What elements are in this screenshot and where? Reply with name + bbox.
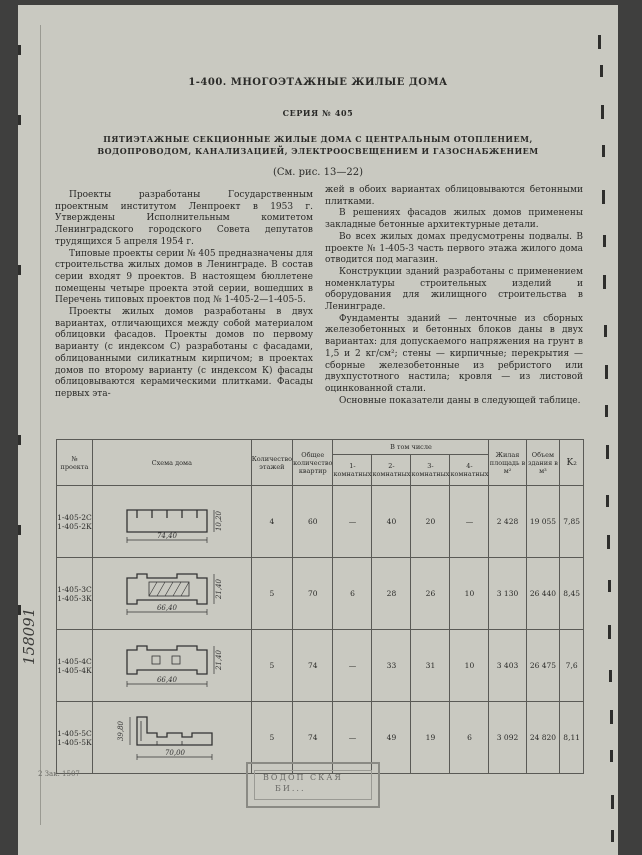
series-title: СЕРИЯ № 405 xyxy=(282,108,354,118)
cell-scheme xyxy=(92,702,251,774)
dim-width: 66,40 xyxy=(156,603,177,612)
dim-height: 21,40 xyxy=(214,578,223,599)
plan-diagram xyxy=(97,570,247,618)
cell-apartments: 74 xyxy=(293,630,333,702)
subtitle xyxy=(18,133,618,157)
binding-tick xyxy=(608,580,611,592)
cell-room3: 31 xyxy=(411,630,450,702)
header-k2: K₂ xyxy=(560,440,584,486)
binding-tick xyxy=(606,445,609,459)
cell-area: 3 403 xyxy=(489,630,526,702)
paragraph: Проекты разработаны Государственным проектным институтом Ленпроект в 1953 г. Утверждены Исполнительным комитетом Ленинградского городского Совета депутатов трудящихся 5 апреля 1954 г. xyxy=(55,190,313,247)
cell-room3: 20 xyxy=(411,486,450,558)
header-including: В том числе xyxy=(333,440,489,455)
binding-tick xyxy=(607,535,610,549)
cell-room2: 49 xyxy=(372,702,411,774)
cell-volume: 24 820 xyxy=(526,702,560,774)
cell-area: 3 092 xyxy=(489,702,526,774)
paragraph: жей в обоих вариантах облицовываются бетонными плитками. xyxy=(325,185,583,207)
header-apartments: Общее количество квартир xyxy=(293,440,333,486)
handwritten-inventory-number: 158091 xyxy=(20,607,38,665)
cell-room2: 33 xyxy=(372,630,411,702)
binding-tick xyxy=(602,190,605,204)
plan-diagram xyxy=(97,642,247,690)
cell-room3: 19 xyxy=(411,702,450,774)
cell-room4: 10 xyxy=(450,630,489,702)
text-column-left xyxy=(55,190,313,401)
dim-width: 70,00 xyxy=(164,748,185,757)
cell-floors: 5 xyxy=(251,558,292,630)
dim-height: 39,80 xyxy=(116,720,125,741)
cell-k2: 8,45 xyxy=(560,558,584,630)
binding-tick xyxy=(604,325,607,337)
text-column-right xyxy=(325,185,583,407)
binding-tick xyxy=(600,65,603,77)
header-room2: 2-комнатных xyxy=(372,455,411,486)
dim-width: 66,40 xyxy=(156,675,177,684)
table-row xyxy=(57,486,584,558)
cell-scheme xyxy=(92,630,251,702)
binding-tick xyxy=(603,275,606,289)
cell-project: 1-405-2С 1-405-2К xyxy=(57,486,93,558)
margin-mark xyxy=(18,435,21,445)
cell-k2: 8,11 xyxy=(560,702,584,774)
binding-tick xyxy=(610,710,613,724)
cell-project: 1-405-3С 1-405-3К xyxy=(57,558,93,630)
plan-diagram xyxy=(97,498,247,546)
header-room1: 1-комнатных xyxy=(333,455,372,486)
binding-tick xyxy=(605,405,608,417)
paragraph: Типовые проекты серии № 405 предназначены для строительства жилых домов в Ленинграде. В состав серии входят 9 проектов. В настоящем бюллетене помещены четыре проекта этой серии, вошедших в Перечень типовых проектов под № 1-405-2—1-405-5. xyxy=(55,248,313,306)
cell-room2: 28 xyxy=(372,558,411,630)
header-living-area: Жилая площадь в м² xyxy=(489,440,526,486)
paragraph: Конструкции зданий разработаны с применением номенклатуры строительных изделий и оборудования для жилищного строительства в Ленинграде. xyxy=(325,266,583,313)
margin-mark xyxy=(18,265,21,275)
cell-room4: — xyxy=(450,486,489,558)
document-page xyxy=(18,5,618,855)
dim-height: 10,20 xyxy=(214,510,223,531)
paragraph: Во всех жилых домах предусмотрены подвалы. В проекте № 1-405-3 часть первого этажа жилого дома отводится под магазин. xyxy=(325,231,583,266)
table-row xyxy=(57,558,584,630)
binding-tick xyxy=(611,830,614,842)
cell-apartments: 74 xyxy=(293,702,333,774)
header-project-no: № проекта xyxy=(57,440,93,486)
paragraph: В решениях фасадов жилых домов применены закладные бетонные архитектурные детали. xyxy=(325,208,583,231)
plan-diagram xyxy=(97,713,247,763)
cell-area: 2 428 xyxy=(489,486,526,558)
cell-apartments: 60 xyxy=(293,486,333,558)
paragraph: Основные показатели даны в следующей таблице. xyxy=(339,395,581,406)
binding-tick xyxy=(603,235,606,247)
dim-width: 74,40 xyxy=(156,531,177,540)
cell-floors: 4 xyxy=(251,486,292,558)
cell-apartments: 70 xyxy=(293,558,333,630)
page-footer: 2 Зак. 1507 xyxy=(38,770,80,778)
indicators-table xyxy=(56,439,584,774)
library-stamp xyxy=(246,762,380,808)
stamp-inner-frame xyxy=(254,770,372,800)
figure-reference: (См. рис. 13—22) xyxy=(272,167,364,178)
cell-room3: 26 xyxy=(411,558,450,630)
binding-tick xyxy=(611,795,614,809)
header-scheme: Схема дома xyxy=(92,440,251,486)
cell-room1: — xyxy=(333,630,372,702)
cell-room1: — xyxy=(333,702,372,774)
binding-tick xyxy=(609,670,612,682)
header-room4: 4-комнатных xyxy=(450,455,489,486)
binding-tick xyxy=(608,625,611,639)
cell-project: 1-405-4С 1-405-4К xyxy=(57,630,93,702)
header-volume: Объем здания в м³ xyxy=(526,440,560,486)
header-floors: Количество этажей xyxy=(251,440,292,486)
cell-scheme xyxy=(92,486,251,558)
cell-room4: 10 xyxy=(450,558,489,630)
cell-volume: 19 055 xyxy=(526,486,560,558)
cell-area: 3 130 xyxy=(489,558,526,630)
cell-project: 1-405-5С 1-405-5К xyxy=(57,702,93,774)
cell-k2: 7,85 xyxy=(560,486,584,558)
cell-scheme xyxy=(92,558,251,630)
binding-tick xyxy=(605,365,608,379)
binding-tick xyxy=(598,35,601,49)
header-room3: 3-комнатных xyxy=(411,455,450,486)
subtitle-line: ВОДОПРОВОДОМ, КАНАЛИЗАЦИЕЙ, ЭЛЕКТРООСВЕЩЕНИЕМ И ГАЗОСНАБЖЕНИЕМ xyxy=(97,146,539,156)
stamp-line: БИ... xyxy=(275,784,306,793)
margin-mark xyxy=(18,45,21,55)
cell-volume: 26 440 xyxy=(526,558,560,630)
cell-room2: 40 xyxy=(372,486,411,558)
binding-tick xyxy=(610,750,613,762)
stamp-line: ВОДОП СКАЯ xyxy=(263,773,343,782)
margin-mark xyxy=(18,525,21,535)
subtitle-line: ПЯТИЭТАЖНЫЕ СЕКЦИОННЫЕ ЖИЛЫЕ ДОМА С ЦЕНТРАЛЬНЫМ ОТОПЛЕНИЕМ, xyxy=(103,134,533,144)
cell-room4: 6 xyxy=(450,702,489,774)
table-row xyxy=(57,630,584,702)
paragraph: Фундаменты зданий — ленточные из сборных железобетонных и бетонных блоков даны в двух вариантах: для допускаемого напряжения на грунт в 1,5 и 2 кг/см²; стены — кирпичные; перекрытия — сборные железобетонные из ребристого или двухпустотного настила; кровля — из листовой оцинкованной стали. xyxy=(325,313,583,394)
cell-room1: 6 xyxy=(333,558,372,630)
cell-volume: 26 475 xyxy=(526,630,560,702)
cell-floors: 5 xyxy=(251,630,292,702)
section-heading: 1-400. МНОГОЭТАЖНЫЕ ЖИЛЫЕ ДОМА xyxy=(188,77,448,88)
cell-floors: 5 xyxy=(251,702,292,774)
cell-k2: 7,6 xyxy=(560,630,584,702)
binding-tick xyxy=(606,495,609,507)
paragraph: Проекты жилых домов разработаны в двух вариантах, отличающихся между собой материалом облицовки фасадов. Проекты домов по первому варианту (с индексом С) разработаны с фасадами, облицованными силикатным кирпичом; в проектах домов по второму варианту (с индексом К) фасады облицовываются керамическими плитками. Фасады первых эта- xyxy=(55,307,313,399)
cell-room1: — xyxy=(333,486,372,558)
dim-height: 21,40 xyxy=(214,649,223,670)
